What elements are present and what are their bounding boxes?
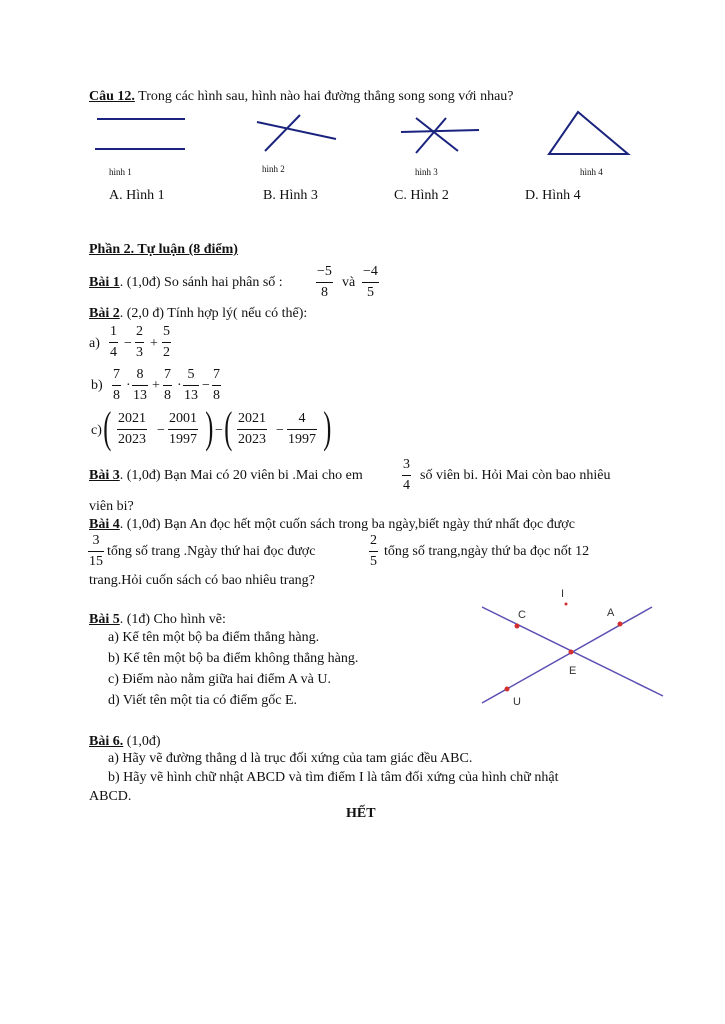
den: 2 bbox=[163, 345, 170, 360]
fig2-line-a bbox=[257, 122, 336, 139]
bai3-text-3: viên bi? bbox=[89, 499, 134, 514]
bai2b-frac-1 bbox=[112, 368, 121, 403]
num: 5 bbox=[163, 324, 170, 339]
bai1-f1-num: −5 bbox=[317, 264, 332, 279]
bai1-label: Bài 1 bbox=[89, 275, 120, 290]
bai5-item-a: a) Kể tên một bộ ba điểm thẳng hàng. bbox=[108, 630, 320, 645]
bai2b-op-3: · bbox=[177, 378, 182, 393]
den: 8 bbox=[213, 388, 220, 403]
end-marker: HẾT bbox=[346, 806, 376, 821]
bai2b-op-2: + bbox=[152, 378, 160, 393]
bai1-text: . (1,0đ) So sánh hai phân số : bbox=[119, 275, 283, 290]
num: 2021 bbox=[118, 411, 146, 426]
caption-2: hình 2 bbox=[262, 164, 285, 174]
q12-text: Trong các hình sau, hình nào hai đường thẳng song song với nhau? bbox=[138, 89, 514, 104]
bai6-line bbox=[89, 735, 161, 749]
bai6-text: (1,0đ) bbox=[123, 734, 161, 749]
num: 2021 bbox=[238, 411, 266, 426]
bai5-text: . (1đ) Cho hình vẽ: bbox=[119, 612, 226, 627]
num: 7 bbox=[113, 367, 120, 382]
point-a bbox=[618, 622, 623, 627]
num: 4 bbox=[298, 411, 306, 426]
fig3-line-d2 bbox=[416, 118, 446, 153]
den: 2023 bbox=[118, 432, 146, 447]
paren-open-1: ( bbox=[103, 403, 112, 452]
option-b: B. Hình 3 bbox=[263, 188, 318, 203]
num: 7 bbox=[164, 367, 171, 382]
part2-title: Phần 2. Tự luận (8 điểm) bbox=[89, 242, 238, 257]
bai4-line-1 bbox=[89, 518, 575, 532]
label-u: U bbox=[513, 696, 521, 708]
bai4-fraction-1 bbox=[88, 534, 104, 569]
bai2c-frac-4 bbox=[287, 412, 317, 447]
bai4-text-2: tổng số trang .Ngày thứ hai đọc được bbox=[107, 544, 316, 559]
label-a: A bbox=[607, 607, 615, 619]
caption-4: hình 4 bbox=[580, 167, 603, 177]
label-c: C bbox=[518, 609, 526, 621]
bai2a-frac-3 bbox=[162, 325, 171, 360]
caption-3: hình 3 bbox=[415, 167, 438, 177]
bai2a-label: a) bbox=[89, 336, 100, 351]
den: 15 bbox=[89, 554, 103, 569]
bai4-text-4: trang.Hỏi cuốn sách có bao nhiêu trang? bbox=[89, 573, 315, 588]
bai3-fraction bbox=[402, 458, 411, 493]
den: 4 bbox=[110, 345, 117, 360]
bai4-text-3: tổng số trang,ngày thứ ba đọc nốt 12 bbox=[384, 544, 590, 559]
num: 7 bbox=[213, 367, 220, 382]
q12-figures bbox=[0, 0, 725, 170]
bai1-and: và bbox=[342, 275, 356, 290]
bai2-text: . (2,0 đ) Tính hợp lý( nếu có thể): bbox=[119, 306, 308, 321]
bai1-fraction-2 bbox=[362, 265, 379, 300]
bai6-item-b: b) Hãy vẽ hình chữ nhật ABCD và tìm điểm I là tâm đối xứng của hình chữ nhật bbox=[108, 770, 559, 785]
bai5-item-c: c) Điểm nào nằm giữa hai điểm A và U. bbox=[108, 672, 331, 687]
fig3-line-h bbox=[401, 130, 479, 132]
bai2b-frac-5 bbox=[212, 368, 221, 403]
bai2b-op-1: · bbox=[126, 378, 131, 393]
bai5-label: Bài 5 bbox=[89, 612, 120, 627]
num: 8 bbox=[136, 367, 144, 382]
num: 3 bbox=[403, 457, 410, 472]
bai2c-op-1: − bbox=[157, 423, 165, 438]
den: 5 bbox=[370, 554, 377, 569]
bai2b-frac-2 bbox=[132, 368, 148, 403]
bai3-text-2: số viên bi. Hỏi Mai còn bao nhiêu bbox=[420, 468, 611, 483]
den: 3 bbox=[136, 345, 143, 360]
fig2-line-b bbox=[265, 115, 300, 151]
bai3-text-1: . (1,0đ) Bạn Mai có 20 viên bi .Mai cho em bbox=[119, 468, 363, 483]
point-i bbox=[565, 603, 568, 606]
den: 1997 bbox=[288, 432, 316, 447]
bai2c-op-3: − bbox=[276, 423, 284, 438]
option-d: D. Hình 4 bbox=[525, 188, 581, 203]
bai2-label: Bài 2 bbox=[89, 306, 120, 321]
bai6-item-b-cont: ABCD. bbox=[89, 789, 132, 804]
bai1-f2-num: −4 bbox=[363, 264, 378, 279]
bai2b-frac-3 bbox=[163, 368, 172, 403]
paren-close-2: ) bbox=[323, 403, 332, 452]
bai6-item-a: a) Hãy vẽ đường thẳng d là trục đối xứng của tam giác đều ABC. bbox=[108, 751, 473, 766]
den: 13 bbox=[133, 388, 147, 403]
bai5-item-b: b) Kể tên một bộ ba điểm không thẳng hàng. bbox=[108, 651, 359, 666]
num: 3 bbox=[92, 533, 100, 548]
bai6-label: Bài 6. bbox=[89, 734, 124, 749]
point-e bbox=[569, 650, 574, 655]
bai1-fraction-1 bbox=[316, 265, 333, 300]
den: 8 bbox=[113, 388, 120, 403]
bai2-line bbox=[89, 307, 307, 321]
num: 5 bbox=[187, 367, 195, 382]
option-a: A. Hình 1 bbox=[109, 188, 165, 203]
num: 2 bbox=[136, 324, 143, 339]
den: 2023 bbox=[238, 432, 266, 447]
paren-close-1: ) bbox=[205, 403, 214, 452]
fig4-triangle bbox=[549, 112, 628, 154]
bai2a-op-2: + bbox=[150, 336, 158, 351]
option-c: C. Hình 2 bbox=[394, 188, 449, 203]
bai2c-label: c) bbox=[91, 423, 102, 438]
label-e: E bbox=[569, 665, 577, 677]
bai2a-frac-1 bbox=[109, 325, 118, 360]
bai5-item-d: d) Viết tên một tia có điểm gốc E. bbox=[108, 693, 298, 708]
bai5-line bbox=[89, 613, 226, 627]
bai5-figure bbox=[470, 580, 670, 710]
bai2b-op-4: − bbox=[202, 378, 210, 393]
bai2c-frac-1 bbox=[117, 412, 147, 447]
bai4-text-1: . (1,0đ) Bạn An đọc hết một cuốn sách trong ba ngày,biết ngày thứ nhất đọc được bbox=[119, 517, 575, 532]
den: 8 bbox=[164, 388, 171, 403]
paren-open-2: ( bbox=[224, 403, 233, 452]
bai2c-frac-3 bbox=[237, 412, 267, 447]
bai2a-frac-2 bbox=[135, 325, 144, 360]
bai1-f1-den: 8 bbox=[320, 285, 328, 300]
bai2b-label: b) bbox=[91, 378, 103, 393]
bai2c-frac-2 bbox=[168, 412, 198, 447]
bai2c-op-2: − bbox=[215, 423, 223, 438]
bai4-label: Bài 4 bbox=[89, 517, 120, 532]
bai1-line bbox=[89, 276, 283, 290]
num: 1 bbox=[110, 324, 117, 339]
den: 4 bbox=[403, 478, 410, 493]
caption-1: hình 1 bbox=[109, 167, 132, 177]
bai3-line-1 bbox=[89, 469, 363, 483]
num: 2 bbox=[370, 533, 377, 548]
den: 13 bbox=[184, 388, 198, 403]
bai1-f2-den: 5 bbox=[366, 285, 374, 300]
point-c bbox=[515, 624, 520, 629]
bai4-fraction-2 bbox=[369, 534, 378, 569]
bai2a-op-1: − bbox=[124, 336, 132, 351]
q12-label: Câu 12. bbox=[89, 89, 135, 104]
num: 2001 bbox=[169, 411, 197, 426]
label-i: I bbox=[561, 588, 565, 600]
bai2b-frac-4 bbox=[183, 368, 199, 403]
point-u bbox=[505, 687, 510, 692]
den: 1997 bbox=[169, 432, 197, 447]
bai3-label: Bài 3 bbox=[89, 468, 120, 483]
